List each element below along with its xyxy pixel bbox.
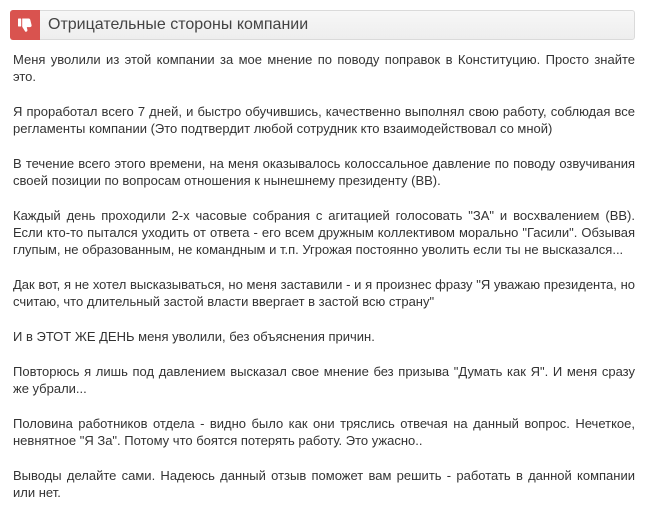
review-paragraph: Я проработал всего 7 дней, и быстро обучившись, качественно выполнял свою работу, соблюдая все регламенты компании (Это подтвердит любой сотрудник кто взаимодействовал со мной)	[13, 104, 635, 136]
review-paragraph: Меня уволили из этой компании за мое мнение по поводу поправок в Конституцию. Просто знайте это.	[13, 52, 635, 84]
review-paragraph: И в ЭТОТ ЖЕ ДЕНЬ меня уволили, без объяснения причин.	[13, 329, 375, 344]
review-paragraph: В течение всего этого времени, на меня оказывалось колоссальное давление по поводу озвучивания своей позиции по вопросам отношения к нынешнему президенту (ВВ).	[13, 156, 635, 188]
thumbs-down-icon	[10, 10, 40, 40]
review-paragraph: Половина работников отдела - видно было как они тряслись отвечая на данный вопрос. Нечеткое, невнятное "Я За". Потому что боятся потерять работу. Это ужасно..	[13, 416, 635, 448]
review-paragraph: Выводы делайте сами. Надеюсь данный отзыв поможет вам решить - работать в данной компании или нет.	[13, 468, 635, 500]
review-paragraph: Дак вот, я не хотел высказываться, но меня заставили - и я произнес фразу "Я уважаю президента, но считаю, что длительный застой власти ввергает в застой всю страну"	[13, 277, 635, 309]
review-paragraph: Повторюсь я лишь под давлением высказал свое мнение без призыва "Думать как Я". И меня сразу же убрали...	[13, 364, 635, 396]
section-title: Отрицательные стороны компании	[48, 16, 309, 33]
review-paragraph: Каждый день проходили 2-х часовые собрания с агитацией голосовать "ЗА" и восхвалением (ВВ). Если кто-то пытался уходить от ответа - его всем дружным коллективом морально "Гасили". Обзывая глупым, не образованным, не командным и т.п. Угрожая постоянно уволить если ты не высказался...	[13, 208, 635, 257]
review-body	[13, 51, 635, 519]
section-header	[10, 10, 635, 40]
